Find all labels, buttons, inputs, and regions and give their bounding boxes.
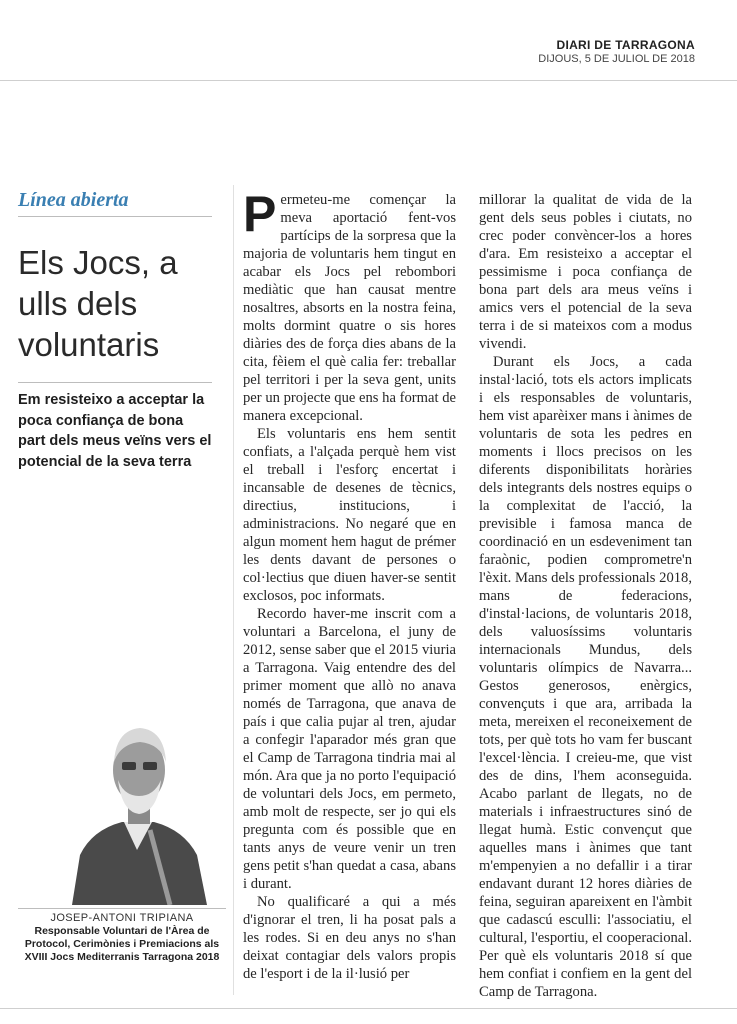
article-column-2: [479, 191, 692, 1001]
footer-divider: [0, 1008, 737, 1009]
paragraph: [243, 186, 456, 425]
paragraph: millorar la qualitat de vida de la gent dels seus pobles i ciutats, no crec poder convèncer-los a hores d'ara. Em resisteixo a acceptar el pessimisme i poca confiança de bona part dels ara meus veïns i amics vers el potencial de la seva terra i de si mateixos com a modus vivendi.: [479, 192, 692, 352]
article-standfirst: Em resisteixo a acceptar la poca confiança de bona part dels meus veïns vers el potencial de la seva terra: [18, 392, 212, 470]
article-column-1: [243, 186, 456, 983]
issue-date: DIJOUS, 5 DE JULIOL DE 2018: [538, 53, 695, 65]
paragraph: Durant els Jocs, a cada instal·lació, tots els actors implicats i els responsables de voluntaris, hem vist aparèixer mans i ànimes de voluntaris de sota les pedres en moments i llocs precisos on les diferents disponibilitats horàries dels integrants dels nostres equips o la complexitat de l'acció, la previsible i famosa manca de coordinació en un esdeveniment tan faraònic, podien comprometre'n l'èxit. Mans dels professionals 2018, mans de federacions, d'instal·lacions, de voluntaris 2018, dels valuosíssims voluntaris internacionals Mundus, dels voluntaris olímpics de Navarra... Gestos generosos, enèrgics, convençuts i que ara, arribada la meta, mereixen el reconeixement de tots, per què tots ho vam fer buscant l'excel·lència. I creieu-me, que vist des de dins, l'hem aconseguida. Acabo parlant de llegats, no de materials i infraestructures sinó de llegat humà. Estic convençut que aquelles mans i ànimes que tant m'empenyien a no defallir i a tirar endavant durant 12 hores diàries de feina, seguiran apareixent en l'àmbit que cadascú esculli: l'associatiu, el cultural, l'esportiu, el cooperacional. Per què els voluntaris 2018 sí que hem confiat i confiem en la gent del Camp de Tarragona.: [479, 354, 692, 1000]
section-label: Línea abierta: [18, 189, 212, 217]
author-photo: [62, 710, 212, 905]
byline: [18, 908, 226, 964]
drop-cap: P: [243, 186, 277, 242]
article-headline: Els Jocs, a ulls dels voluntaris: [18, 244, 178, 363]
paragraph-text: ermeteu-me començar la meva aportació fent-vos partícips de la sorpresa que la majoria de voluntaris hem tingut en acabar els Jocs pel rebombori mediàtic que han causat mentre nosaltres, absorts en la nostra feina, molts dormint quatre o sis hores diàries des de força dies abans de la cita, fèiem el què calia fer: treballar pel territori i per la seva gent, units per un projecte que ens ha format de manera excepcional.: [243, 192, 456, 424]
column-divider: [233, 185, 234, 995]
header-divider: [0, 80, 737, 81]
paragraph: No qualificaré a qui a més d'ignorar el tren, li ha posat pals a les rodes. Si en deu anys no s'han deixat contagiar dels valors propis de l'esport i de la il·lusió per: [243, 894, 456, 982]
author-role: Responsable Voluntari de l'Àrea de Protocol, Cerimònies i Premiacions als XVIII Jocs Mediterranis Tarragona 2018: [24, 925, 220, 963]
masthead: [538, 38, 695, 65]
paragraph: Els voluntaris ens hem sentit confiats, a l'alçada perquè hem vist el treball i l'esforç encertat i incansable de desenes de tècnics, directius, institucions, i administracions. No negaré que en algun moment hem hagut de prémer les dents davant de persones o col·lectius que diuen haver-se sentit exclosos, poc informats.: [243, 426, 456, 604]
paragraph: Recordo haver-me inscrit com a voluntari a Barcelona, el juny de 2012, sense saber que el 2015 viuria a Tarragona. Vaig entendre des del primer moment que allò no anava només de Tarragona, que anava de país i que calia pujar al tren, ajudar a confegir l'aparador més gran que el Camp de Tarragona tindria mai al món. Ara que ja no porto l'equipació de voluntari dels Jocs, em permeto, amb molt de respecte, ser jo qui els pregunta com és possible que en tants anys de veure venir un tren gens petit s'han quedat a casa, abans i durant.: [243, 606, 456, 892]
headline-divider: [18, 382, 212, 383]
newspaper-name: DIARI DE TARRAGONA: [556, 38, 695, 52]
author-name: JOSEP-ANTONI TRIPIANA: [18, 908, 226, 924]
